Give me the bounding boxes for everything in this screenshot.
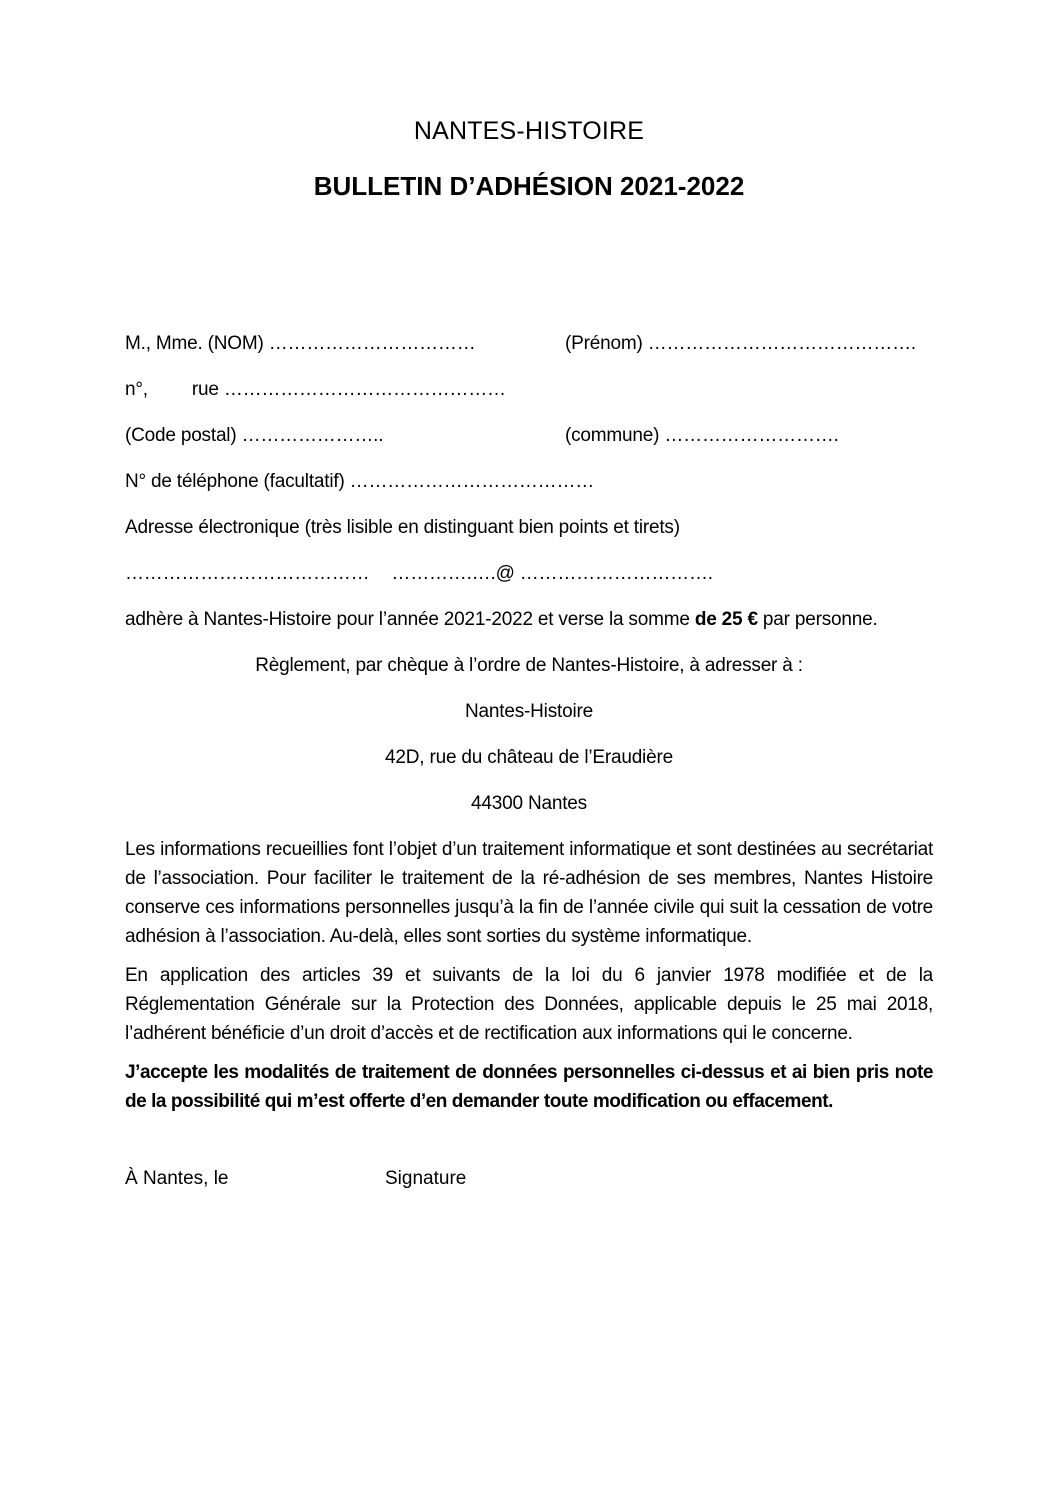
field-telephone-label: N° de téléphone (facultatif) — [125, 471, 345, 492]
field-nom-label: M., Mme. (NOM) — [125, 333, 264, 354]
paragraph-rgpd-2: En application des articles 39 et suivants de la loi du 6 janvier 1978 modifiée et de la Réglementation Générale sur la Protection des Données, applicable depuis le 25 mai 2018, l’adhérent bénéficie d’un droit d’accès et de rectification aux informations qui le concerne. — [125, 965, 933, 1044]
field-prenom-label: (Prénom) — [565, 333, 643, 354]
signature-row — [125, 1164, 933, 1193]
field-rue-dotted-line: ……………………………………… — [223, 379, 506, 400]
field-prenom — [565, 329, 933, 358]
field-code-postal-label: (Code postal) — [125, 425, 237, 446]
field-telephone-dotted-line: ………………………………… — [349, 471, 595, 492]
field-email-label: Adresse électronique (très lisible en distinguant bien points et tirets) — [125, 517, 680, 538]
field-code-postal — [125, 421, 565, 450]
field-nom-dotted-line: …………………………… — [268, 333, 476, 354]
field-nom — [125, 329, 565, 358]
adhesion-text-suffix: par personne. — [757, 609, 878, 630]
field-commune — [565, 421, 933, 450]
email-dotted-line-at: ………….….@ — [391, 563, 515, 584]
signature-label: Signature — [385, 1168, 467, 1189]
adhesion-amount: de 25 € — [694, 609, 758, 630]
document-title: NANTES-HISTOIRE — [413, 117, 645, 145]
row-name — [125, 329, 933, 358]
paragraph-acceptance: J’accepte les modalités de traitement de données personnelles ci-dessus et ai bien pris note de la possibilité qui m’est offerte d’en demander toute modification ou effacement. — [125, 1062, 933, 1112]
field-code-postal-dotted-line: ………………….. — [241, 425, 384, 446]
address-line-street: 42D, rue du château de l’Eraudière — [385, 747, 673, 768]
email-dotted-line-local: ………………………………… — [125, 563, 370, 584]
field-prenom-dotted-line: ……………………………………. — [647, 333, 916, 354]
row-adhesion-statement — [125, 605, 933, 634]
row-email-label — [125, 513, 933, 542]
field-commune-label: (commune) — [565, 425, 660, 446]
field-numero-label: n°, — [125, 379, 148, 400]
paragraph-rgpd-1: Les informations recueillies font l’objet d’un traitement informatique et sont destinées au secrétariat de l’association. Pour faciliter le traitement de la ré-adhésion de ses membres, Nantes Histoire conserve ces informations personnelles jusqu’à la fin de l’année civile qui suit la cessation de votre adhésion à l’association. Au-delà, elles sont sorties du système informatique. — [125, 839, 933, 947]
field-commune-dotted-line: ………………………. — [664, 425, 839, 446]
adhesion-text-prefix: adhère à Nantes-Histoire pour l’année 2021-2022 et verse la somme — [125, 609, 695, 630]
row-city — [125, 421, 933, 450]
address-line-city: 44300 Nantes — [471, 793, 587, 814]
membership-form — [125, 329, 933, 818]
row-street — [125, 375, 933, 404]
place-date-label: À Nantes, le — [125, 1168, 229, 1189]
address-line-org: Nantes-Histoire — [465, 701, 593, 722]
email-dotted-line-domain: …………………………. — [519, 563, 713, 584]
row-reglement: Règlement, par chèque à l’ordre de Nantes-Histoire, à adresser à : — [255, 655, 803, 676]
field-rue-label: rue — [191, 379, 219, 400]
row-phone — [125, 467, 933, 496]
row-email-line — [125, 559, 933, 588]
document-subtitle: BULLETIN D’ADHÉSION 2021-2022 — [313, 171, 745, 201]
